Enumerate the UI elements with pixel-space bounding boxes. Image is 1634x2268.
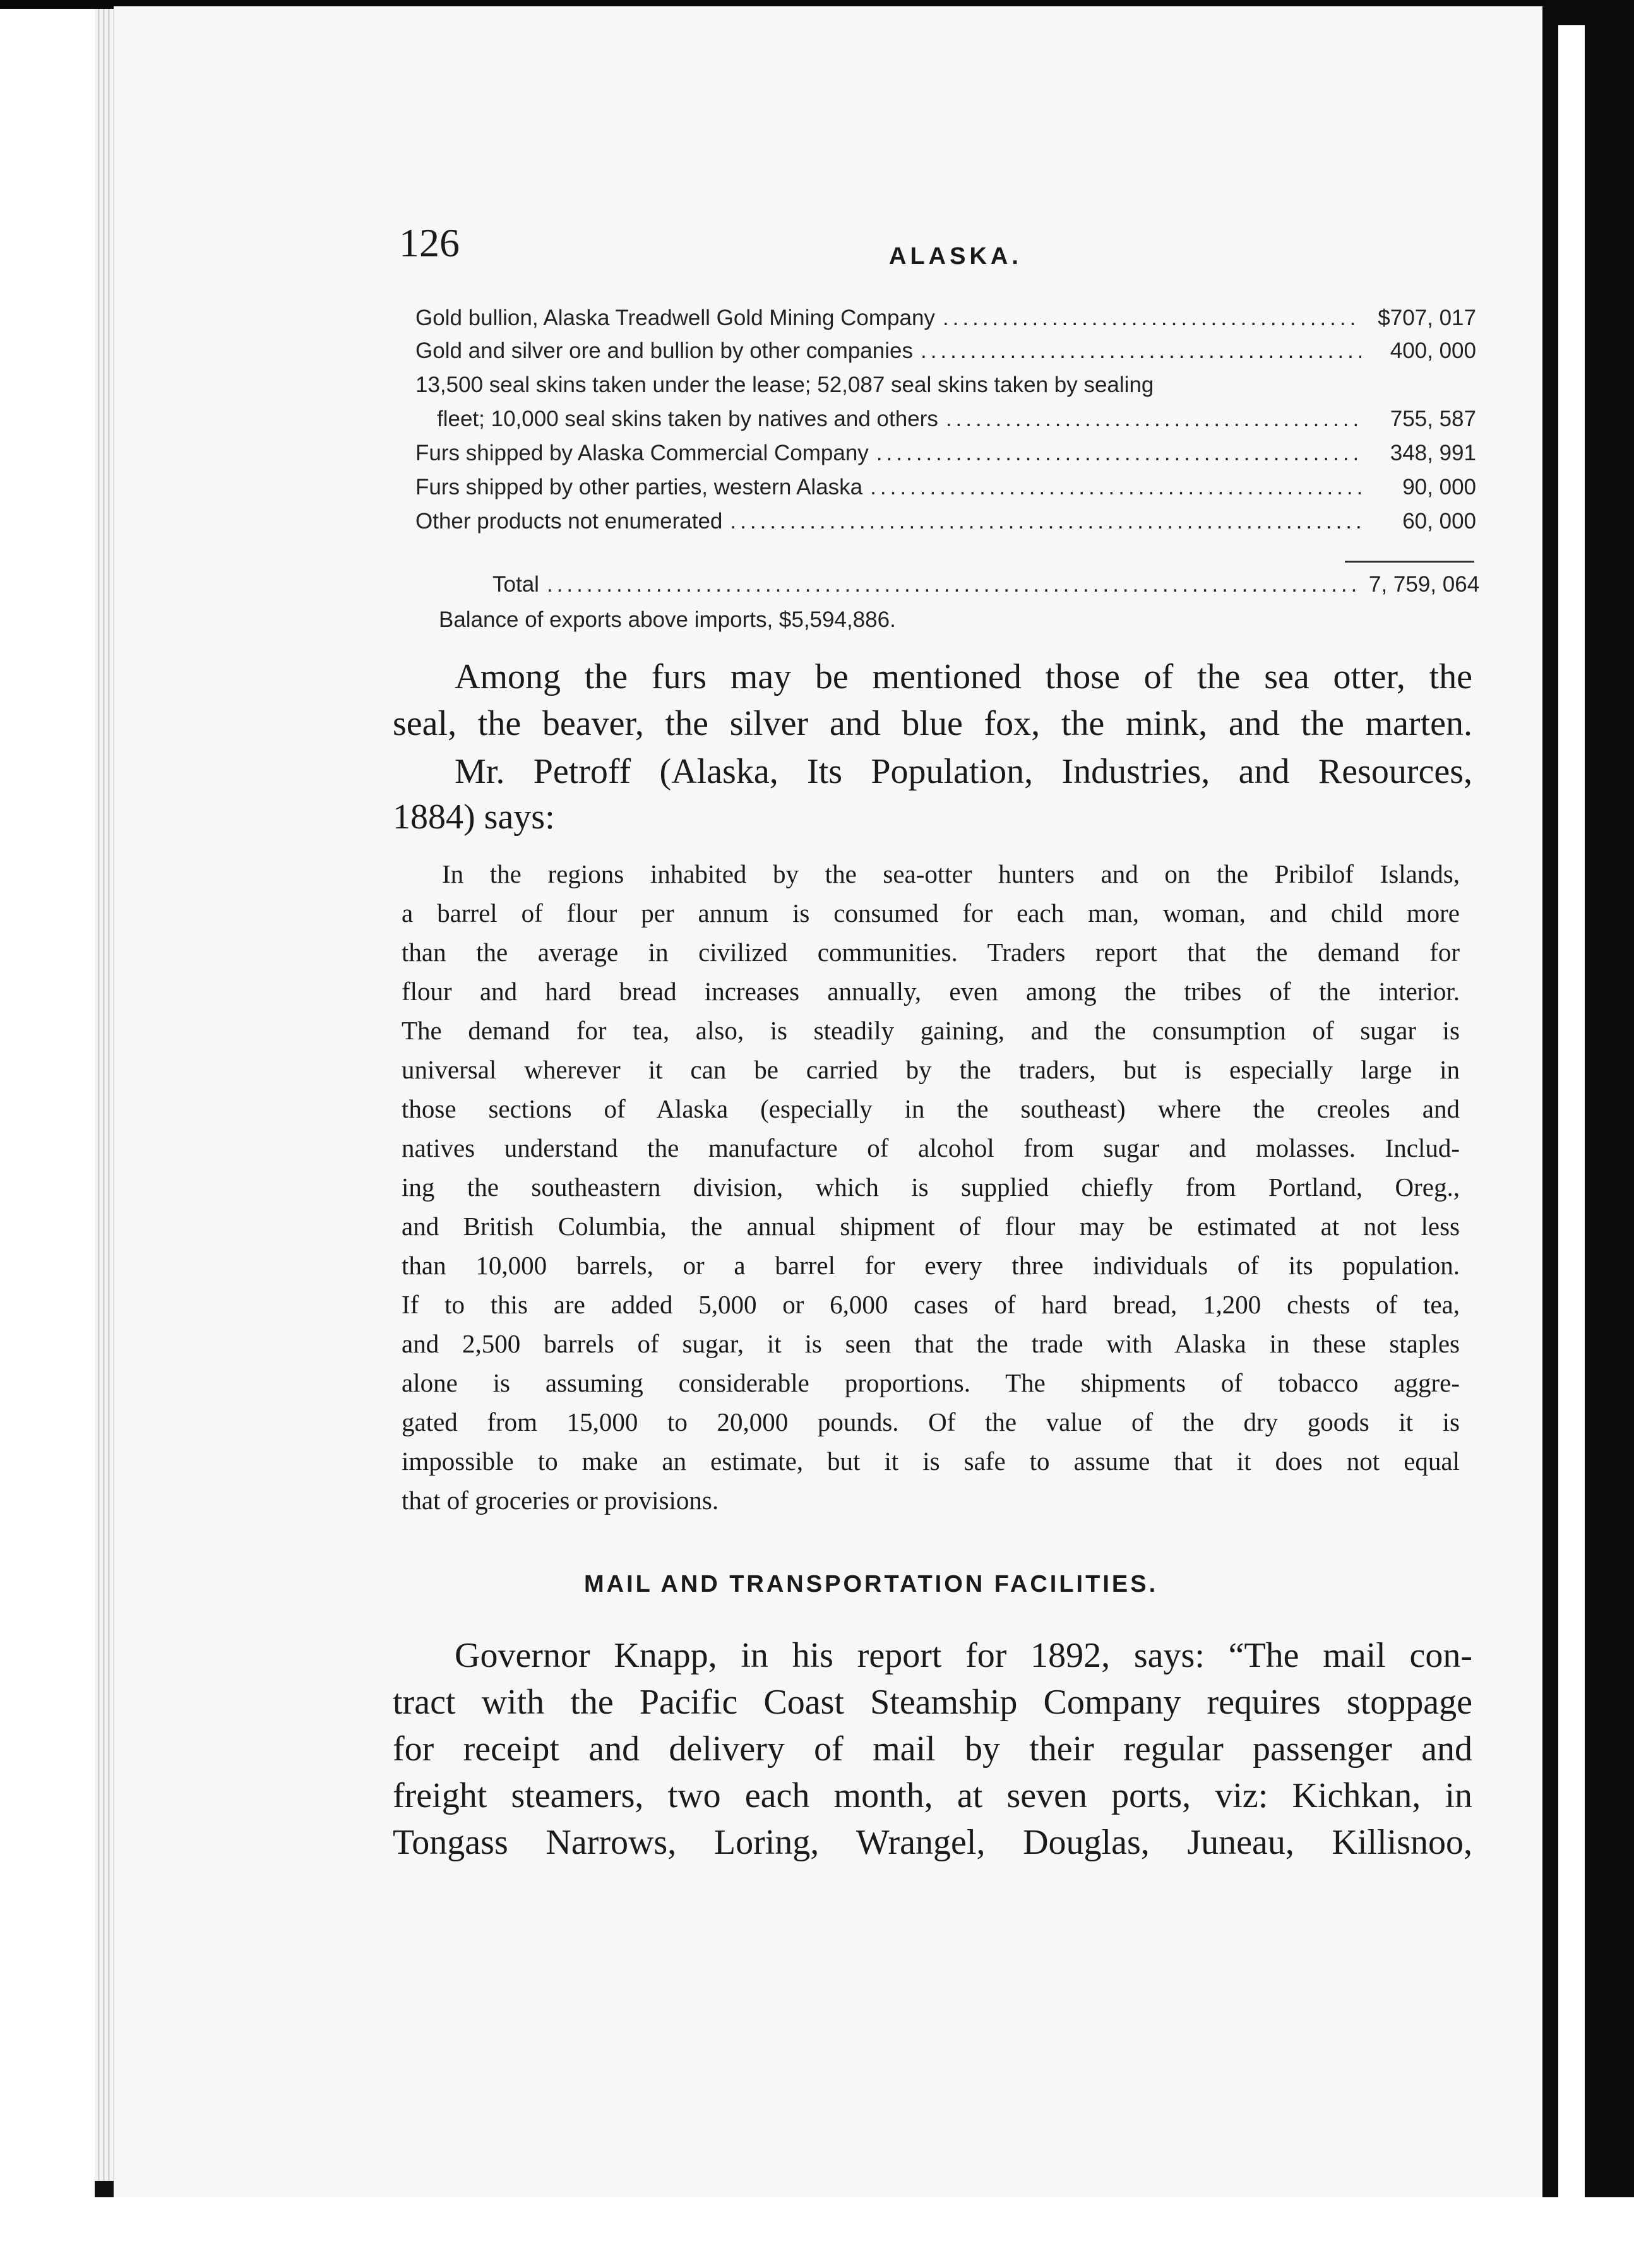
text-line: 1884) says: xyxy=(393,797,555,837)
running-head: ALASKA. xyxy=(889,243,1022,270)
quote-line: and 2,500 barrels of sugar, it is seen that the trade with Alaska in these staples xyxy=(402,1329,1460,1358)
quote-line: flour and hard bread increases annually, even among the tribes of the interior. xyxy=(402,977,1460,1006)
quote-line: natives understand the manufacture of alcohol from sugar and molasses. Includ- xyxy=(402,1133,1460,1162)
quote-line: If to this are added 5,000 or 6,000 cases of hard bread, 1,200 chests of tea, xyxy=(402,1290,1460,1319)
table-row xyxy=(415,475,1476,508)
section-heading: MAIL AND TRANSPORTATION FACILITIES. xyxy=(584,1571,1159,1597)
table-row xyxy=(415,338,1476,371)
table-row xyxy=(415,373,1476,405)
table-item: 13,500 seal skins taken under the lease; 52,087 seal skins taken by sealing xyxy=(415,373,1154,397)
table-row xyxy=(415,306,1476,338)
table-item: Other products not enumerated xyxy=(415,509,723,534)
scan-left-margin xyxy=(0,0,95,2268)
page-number: 126 xyxy=(399,220,460,265)
table-item: fleet; 10,000 seal skins taken by natives and others xyxy=(437,407,938,431)
leader-dots xyxy=(876,441,1361,466)
text-line: Among the furs may be mentioned those of the sea otter, the xyxy=(455,657,1472,696)
table-value: 348, 991 xyxy=(1390,441,1476,465)
quote-line: The demand for tea, also, is steadily gaining, and the consumption of sugar is xyxy=(402,1016,1460,1045)
total-row xyxy=(492,572,1480,605)
table-value: 60, 000 xyxy=(1402,509,1476,534)
quote-line: gated from 15,000 to 20,000 pounds. Of the value of the dry goods it is xyxy=(402,1407,1460,1436)
scan-bottom-margin xyxy=(0,2197,1634,2268)
table-item: Gold bullion, Alaska Treadwell Gold Mining Company xyxy=(415,306,935,330)
table-item: Gold and silver ore and bullion by other companies xyxy=(415,338,913,363)
quote-line: alone is assuming considerable proportions. The shipments of tobacco aggre- xyxy=(402,1368,1460,1397)
total-label: Total xyxy=(492,572,539,597)
total-value: 7, 759, 064 xyxy=(1369,572,1480,597)
total-rule xyxy=(1345,561,1474,563)
leader-dots xyxy=(943,306,1361,331)
quote-line: that of groceries or provisions. xyxy=(402,1486,719,1515)
text-line: Tongass Narrows, Loring, Wrangel, Douglas, Juneau, Killisnoo, xyxy=(393,1823,1472,1862)
quote-line: ing the southeastern division, which is supplied chiefly from Portland, Oreg., xyxy=(402,1173,1460,1202)
table-value: 90, 000 xyxy=(1402,475,1476,499)
leader-dots xyxy=(730,509,1361,534)
quote-line: impossible to make an estimate, but it is safe to assume that it does not equal xyxy=(402,1447,1460,1476)
leader-dots xyxy=(946,407,1361,432)
text-line: for receipt and delivery of mail by their regular passenger and xyxy=(393,1729,1472,1769)
table-row xyxy=(437,407,1476,439)
quote-line: and British Columbia, the annual shipment of flour may be estimated at not less xyxy=(402,1212,1460,1241)
table-row xyxy=(415,509,1476,542)
quote-line: In the regions inhabited by the sea-otter hunters and on the Pribilof Islands, xyxy=(442,859,1460,888)
balance-line: Balance of exports above imports, $5,594,886. xyxy=(439,607,896,632)
table-item: Furs shipped by other parties, western Alaska xyxy=(415,475,863,499)
table-row xyxy=(415,441,1476,474)
table-item: Furs shipped by Alaska Commercial Company xyxy=(415,441,869,465)
text-line: Mr. Petroff (Alaska, Its Population, Industries, and Resources, xyxy=(455,752,1472,791)
leader-dots xyxy=(870,475,1361,500)
leader-dots xyxy=(921,338,1361,364)
quote-line: than the average in civilized communities. Traders report that the demand for xyxy=(402,938,1460,967)
text-line: seal, the beaver, the silver and blue fox, the mink, and the marten. xyxy=(393,704,1472,743)
next-page-edge xyxy=(1558,25,1585,2197)
quote-line: universal wherever it can be carried by the traders, but is especially large in xyxy=(402,1055,1460,1084)
text-line: tract with the Pacific Coast Steamship Company requires stoppage xyxy=(393,1683,1472,1722)
table-value: $707, 017 xyxy=(1378,306,1476,330)
quote-line: a barrel of flour per annum is consumed for each man, woman, and child more xyxy=(402,898,1460,928)
quote-line: those sections of Alaska (especially in the southeast) where the creoles and xyxy=(402,1094,1460,1123)
table-value: 755, 587 xyxy=(1390,407,1476,431)
scan-right-border xyxy=(1542,0,1634,2268)
text-line: freight steamers, two each month, at seven ports, viz: Kichkan, in xyxy=(393,1776,1472,1815)
quote-line: than 10,000 barrels, or a barrel for every three individuals of its population. xyxy=(402,1251,1460,1280)
leader-dots xyxy=(547,572,1361,597)
text-line: Governor Knapp, in his report for 1892, says: “The mail con- xyxy=(455,1636,1472,1675)
table-value: 400, 000 xyxy=(1390,338,1476,363)
